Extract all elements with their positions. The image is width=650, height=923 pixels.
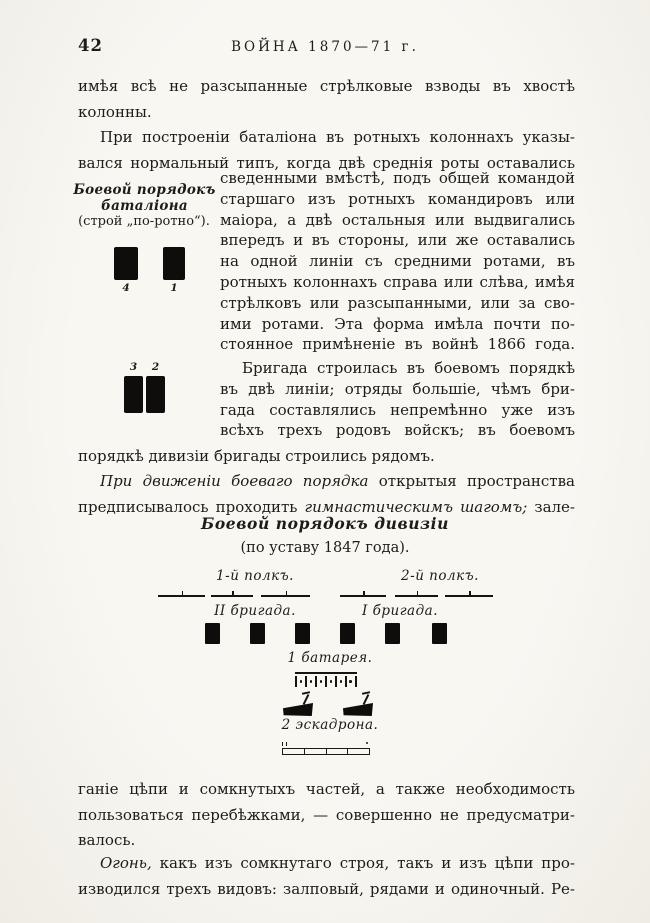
paragraph-movement <box>78 469 575 520</box>
company-number-label: 1 <box>170 282 178 294</box>
text-line: ротныхъ колоннахъ справа или слѣва, имѣя <box>220 272 575 291</box>
text-span: предписывалось проходить <box>78 497 305 516</box>
battalion-column-square <box>385 623 400 644</box>
text-line: ими ротами. Эта форма имѣла почти по- <box>220 314 575 333</box>
battery-gun-tick <box>345 676 347 687</box>
division-order-diagram <box>150 565 530 770</box>
italic-phrase: гимнастическимъ шагомъ; <box>304 497 528 516</box>
battalion-company-block <box>163 247 185 280</box>
battery-dot <box>330 680 333 683</box>
battalion-line-segment <box>395 595 438 597</box>
battery-label: 1 батарея. <box>287 650 373 666</box>
text-line: порядкѣ дивизіи бригады строились рядомъ. <box>78 447 435 465</box>
text-line: имѣя всѣ не разсыпанные стрѣлковые взводы въ хвостѣ <box>78 77 575 95</box>
squadron-symbol <box>343 696 373 716</box>
text-line: стоянное примѣненіе въ войнѣ 1866 года. <box>220 335 575 354</box>
text-line: пользоваться перебѣжками, — совершенно не предусматри- <box>78 805 575 824</box>
margin-caption <box>72 183 217 214</box>
margin-caption-line1: Боевой порядокъ <box>73 182 216 198</box>
paragraph-top <box>78 74 575 125</box>
running-header: ВОЙНА 1870—71 г. <box>231 39 419 55</box>
text-line <box>78 851 575 877</box>
squadron-body <box>343 703 373 716</box>
text-span: зале- <box>527 497 576 516</box>
scale-divider <box>304 749 305 754</box>
text-line: на одной линіи съ средними ротами, въ <box>220 252 575 271</box>
battalion-column-square <box>295 623 310 644</box>
text-line: ганіе цѣпи и сомкнутыхъ частей, а также необходимость <box>78 780 575 798</box>
text-line: сведенными вмѣстѣ, подъ общей командой <box>220 169 575 187</box>
battery-dot <box>320 680 323 683</box>
scale-end-mark <box>282 742 283 746</box>
battalion-column-square <box>250 623 265 644</box>
squadron-flag-pole <box>363 694 370 705</box>
battery-gun-tick <box>295 676 297 687</box>
battalion-line-segment <box>158 595 205 597</box>
text-line: въ двѣ линіи; отряды большіе, чѣмъ бри- <box>220 379 575 398</box>
battery-guns <box>295 676 357 687</box>
scale-end-mark <box>286 742 287 746</box>
battalion-line-segment <box>261 595 310 597</box>
paragraph-bottom <box>78 777 575 854</box>
regiment1-label: 1-й полкъ. <box>216 568 294 584</box>
italic-phrase: Огонь, <box>100 854 152 872</box>
text-line: При построеніи баталіона въ ротныхъ колоннахъ указы- <box>100 128 575 146</box>
battalion-company-block <box>124 376 143 413</box>
brigade2-label: II бригада. <box>214 603 296 619</box>
paragraph-fire <box>78 851 575 902</box>
battery-dot <box>340 680 343 683</box>
text-line: изводился трехъ видовъ: залповый, рядами и одиночный. Ре- <box>78 879 575 898</box>
diagram-subtitle: (по уставу 1847 года). <box>240 540 410 556</box>
scale-divider <box>347 749 348 754</box>
text-span: открытыя пространства <box>368 472 575 490</box>
company-number-label: 3 <box>129 361 138 373</box>
text-line: гада составлялись непремѣнно уже изъ <box>220 400 575 419</box>
text-line: маіора, а двѣ остальныя или выдвигались <box>220 210 575 229</box>
regiment2-label: 2-й полкъ. <box>401 568 479 584</box>
battery-gun-tick <box>325 676 327 687</box>
paragraph-battalion-wrapped <box>220 168 575 355</box>
battalion-line-segment <box>211 595 253 597</box>
text-line: впередъ и въ стороны, или же оставались <box>220 231 575 250</box>
squadron-symbol <box>283 696 313 716</box>
paragraph-brigade-wrapped <box>220 358 575 441</box>
battery-dot <box>349 680 352 683</box>
scale-divider <box>326 749 327 754</box>
battalion-column-square <box>432 623 447 644</box>
margin-caption-line3: (строй „по-ротно“). <box>78 214 210 229</box>
battalion-column-square <box>340 623 355 644</box>
brigade1-label: I бригада. <box>362 603 438 619</box>
company-number-label: 2 <box>151 361 160 373</box>
battery-line <box>295 672 357 674</box>
scale-bar <box>282 748 370 755</box>
battery-gun-tick <box>315 676 317 687</box>
battery-gun-tick <box>305 676 307 687</box>
battery-dot <box>300 680 303 683</box>
italic-phrase: При движеніи боеваго порядка <box>100 472 369 490</box>
page-number: 42 <box>78 36 103 55</box>
battery-dot <box>310 680 313 683</box>
squadrons-label: 2 эскадрона. <box>281 717 379 733</box>
diagram-title: Боевой порядокъ дивизіи <box>200 514 450 533</box>
text-line: старшаго изъ ротныхъ командировъ или <box>220 189 575 208</box>
squadron-flag-pole <box>303 694 310 705</box>
text-span: какъ изъ сомкнутаго строя, такъ и изъ цѣпи про- <box>151 854 575 872</box>
battalion-line-segment <box>340 595 386 597</box>
squadron-body <box>283 703 313 716</box>
text-line: Бригада строилась въ боевомъ порядкѣ <box>242 359 575 377</box>
scale-end-dot <box>366 742 368 744</box>
text-line: стрѣлковъ или разсыпанными, или за сво- <box>220 293 575 312</box>
company-number-label: 4 <box>122 282 130 294</box>
text-line: колонны. <box>78 102 152 121</box>
battery-gun-tick <box>355 676 357 687</box>
text-line <box>78 469 575 495</box>
battalion-company-block <box>146 376 165 413</box>
battalion-company-block <box>114 247 138 280</box>
text-line: валось. <box>78 831 136 849</box>
battalion-column-square <box>205 623 220 644</box>
battalion-line-segment <box>445 595 493 597</box>
battery-gun-tick <box>335 676 337 687</box>
margin-caption-line2: баталіона <box>101 197 188 214</box>
paragraph-brigade-last <box>78 444 575 470</box>
text-line: всѣхъ трехъ родовъ войскъ; въ боевомъ <box>220 421 575 440</box>
text-line: вался нормальный типъ, когда двѣ среднія роты оставались <box>78 153 575 172</box>
